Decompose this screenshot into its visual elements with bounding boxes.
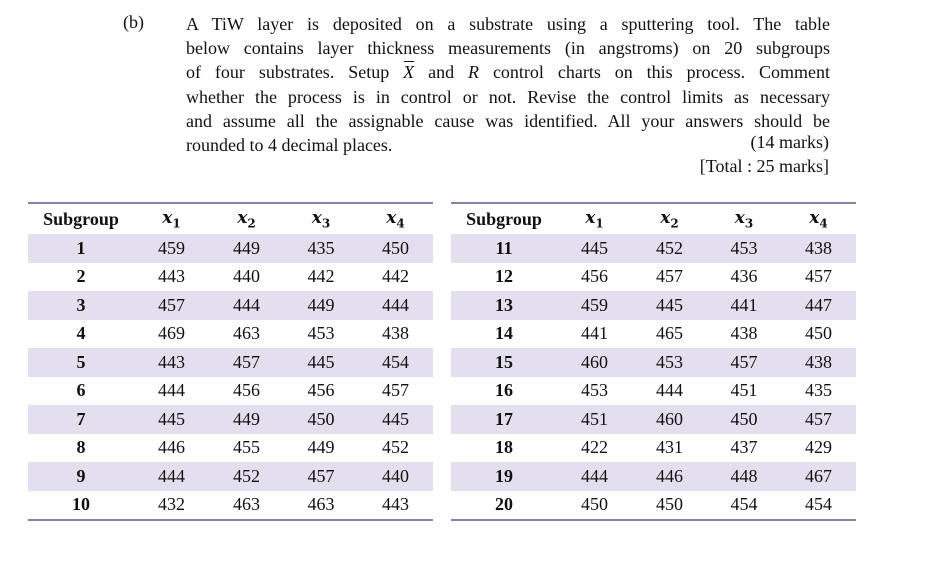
measurement-cell: 448 xyxy=(730,465,758,486)
measurement-cell: 463 xyxy=(307,494,335,515)
measurement-cell: 457 xyxy=(382,380,409,401)
measurement-cell: 438 xyxy=(730,323,758,344)
measurement-cell: 457 xyxy=(233,351,260,372)
table-row xyxy=(28,491,433,521)
measurement-cell: 463 xyxy=(233,494,260,515)
measurement-cell: 442 xyxy=(382,266,409,287)
r-symbol: R xyxy=(468,62,480,83)
table-row xyxy=(28,263,433,292)
measurement-cell: 444 xyxy=(233,294,260,315)
measurement-cell: 467 xyxy=(805,465,832,486)
table-row xyxy=(28,434,433,463)
measurement-cell: 455 xyxy=(233,437,260,458)
table-row xyxy=(451,234,856,263)
table-row xyxy=(28,377,433,406)
measurement-cell: 449 xyxy=(233,237,260,258)
measurements-table-right xyxy=(451,202,856,521)
measurement-cell: 454 xyxy=(730,494,758,515)
question-line-3 xyxy=(186,60,830,84)
table-row xyxy=(451,491,856,521)
measurement-cell: 457 xyxy=(656,266,683,287)
measurement-cell: 454 xyxy=(805,494,832,515)
measurement-cell: 438 xyxy=(382,323,409,344)
subgroup-cell: 9 xyxy=(76,465,86,486)
subgroup-cell: 19 xyxy=(495,465,513,486)
measurement-cell: 445 xyxy=(581,237,608,258)
table-row xyxy=(451,462,856,491)
question-text xyxy=(186,12,830,157)
header-x3: $x_3$ xyxy=(311,208,331,231)
subgroup-cell: 15 xyxy=(495,351,513,372)
measurement-cell: 459 xyxy=(158,237,185,258)
measurement-cell: 452 xyxy=(656,237,683,258)
x-bar-symbol: X xyxy=(403,60,414,84)
measurement-cell: 446 xyxy=(158,437,185,458)
line3-part-b: and xyxy=(414,62,469,83)
table-row xyxy=(28,405,433,434)
measurement-cell: 463 xyxy=(233,323,260,344)
measurement-cell: 449 xyxy=(307,294,335,315)
subgroup-cell: 11 xyxy=(495,237,513,258)
line3-part-c: control charts on this process. Comment xyxy=(479,62,830,83)
measurement-cell: 441 xyxy=(730,294,758,315)
measurement-cell: 445 xyxy=(656,294,683,315)
subgroup-cell: 1 xyxy=(76,237,86,258)
table-row xyxy=(451,348,856,377)
table-row xyxy=(28,320,433,349)
measurement-cell: 441 xyxy=(581,323,608,344)
measurement-cell: 443 xyxy=(158,266,185,287)
table-row xyxy=(28,234,433,263)
table-row xyxy=(451,377,856,406)
table-header-row xyxy=(28,203,433,234)
measurement-cell: 440 xyxy=(382,465,409,486)
measurement-cell: 450 xyxy=(382,237,409,258)
subgroup-cell: 17 xyxy=(495,408,513,429)
subgroup-cell: 10 xyxy=(72,494,90,515)
subgroup-cell: 2 xyxy=(76,266,86,287)
measurement-cell: 456 xyxy=(581,266,608,287)
measurement-cell: 438 xyxy=(805,237,832,258)
measurement-cell: 452 xyxy=(233,465,260,486)
measurement-cell: 429 xyxy=(805,437,832,458)
measurement-cell: 451 xyxy=(581,408,608,429)
question-line-4: whether the process is in control or not. Revise the control limits as necessary xyxy=(186,86,830,107)
measurement-cell: 452 xyxy=(382,437,409,458)
measurement-cell: 450 xyxy=(805,323,832,344)
table-row xyxy=(28,462,433,491)
subgroup-cell: 8 xyxy=(76,437,86,458)
measurement-cell: 449 xyxy=(307,437,335,458)
measurement-cell: 457 xyxy=(307,465,335,486)
measurement-cell: 450 xyxy=(730,408,758,429)
line3-part-a: of four substrates. Setup xyxy=(186,62,404,83)
measurement-cell: 444 xyxy=(656,380,683,401)
subgroup-cell: 3 xyxy=(76,294,86,315)
measurement-cell: 440 xyxy=(233,266,260,287)
subgroup-cell: 16 xyxy=(495,380,513,401)
table-row xyxy=(451,263,856,292)
measurement-cell: 457 xyxy=(158,294,185,315)
measurements-table-left xyxy=(28,202,433,521)
measurement-cell: 454 xyxy=(382,351,409,372)
measurement-cell: 435 xyxy=(307,237,335,258)
measurement-cell: 445 xyxy=(158,408,185,429)
measurement-cell: 444 xyxy=(158,465,185,486)
subgroup-cell: 12 xyxy=(495,266,513,287)
measurement-cell: 443 xyxy=(382,494,409,515)
header-x4: $x_4$ xyxy=(809,208,828,231)
subgroup-cell: 14 xyxy=(495,323,513,344)
measurement-cell: 432 xyxy=(158,494,185,515)
measurement-cell: 437 xyxy=(730,437,758,458)
table-row xyxy=(28,348,433,377)
measurement-cell: 453 xyxy=(656,351,683,372)
measurement-cell: 453 xyxy=(307,323,335,344)
table-header-row xyxy=(451,203,856,234)
measurement-cell: 445 xyxy=(307,351,335,372)
question-line-2: below contains layer thickness measurements (in angstroms) on 20 subgroups xyxy=(186,38,830,59)
measurement-cell: 457 xyxy=(730,351,758,372)
total-marks-label: [Total : 25 marks] xyxy=(699,156,829,176)
question-line-6: rounded to 4 decimal places. xyxy=(186,134,393,155)
subgroup-cell: 5 xyxy=(76,351,86,372)
measurement-cell: 453 xyxy=(581,380,608,401)
measurement-cell: 446 xyxy=(656,465,683,486)
measurement-cell: 453 xyxy=(730,237,758,258)
table-row xyxy=(28,291,433,320)
header-x2: $x_2$ xyxy=(237,208,256,231)
measurement-cell: 460 xyxy=(656,408,683,429)
measurement-cell: 422 xyxy=(581,437,608,458)
question-line-5: and assume all the assignable cause was identified. All your answers should be xyxy=(186,110,830,131)
subgroup-cell: 20 xyxy=(495,494,513,515)
measurement-cell: 457 xyxy=(805,408,832,429)
measurement-cell: 442 xyxy=(307,266,335,287)
measurement-cell: 444 xyxy=(382,294,409,315)
measurement-cell: 445 xyxy=(382,408,409,429)
table-row xyxy=(451,320,856,349)
header-x1: $x_1$ xyxy=(585,208,604,231)
subgroup-cell: 4 xyxy=(76,323,86,344)
table-row xyxy=(451,434,856,463)
measurement-cell: 435 xyxy=(805,380,832,401)
subgroup-cell: 7 xyxy=(76,408,86,429)
marks-label: (14 marks) xyxy=(750,132,829,152)
measurement-cell: 456 xyxy=(233,380,260,401)
measurement-cell: 457 xyxy=(805,266,832,287)
header-x1: $x_1$ xyxy=(162,208,181,231)
question-line-1: A TiW layer is deposited on a substrate using a sputtering tool. The table xyxy=(186,14,830,34)
measurement-cell: 469 xyxy=(158,323,185,344)
measurement-cell: 460 xyxy=(581,351,608,372)
measurement-cell: 456 xyxy=(307,380,335,401)
subgroup-cell: 6 xyxy=(76,380,86,401)
measurement-cell: 447 xyxy=(805,294,832,315)
header-x4: $x_4$ xyxy=(386,208,405,231)
measurement-cell: 431 xyxy=(656,437,683,458)
measurement-cell: 450 xyxy=(307,408,335,429)
question-part-label: (b) xyxy=(123,12,144,32)
header-subgroup: Subgroup xyxy=(43,208,119,229)
measurement-cell: 444 xyxy=(581,465,608,486)
measurement-cell: 450 xyxy=(581,494,608,515)
measurement-cell: 449 xyxy=(233,408,260,429)
measurement-cell: 451 xyxy=(730,380,758,401)
table-row xyxy=(451,291,856,320)
header-x3: $x_3$ xyxy=(734,208,754,231)
measurement-cell: 465 xyxy=(656,323,683,344)
measurement-cell: 438 xyxy=(805,351,832,372)
header-subgroup: Subgroup xyxy=(466,208,542,229)
measurement-cell: 459 xyxy=(581,294,608,315)
measurement-cell: 443 xyxy=(158,351,185,372)
table-row xyxy=(451,405,856,434)
measurement-cell: 450 xyxy=(656,494,683,515)
subgroup-cell: 18 xyxy=(495,437,513,458)
header-x2: $x_2$ xyxy=(660,208,679,231)
measurement-cell: 444 xyxy=(158,380,185,401)
measurement-cell: 436 xyxy=(730,266,758,287)
subgroup-cell: 13 xyxy=(495,294,513,315)
